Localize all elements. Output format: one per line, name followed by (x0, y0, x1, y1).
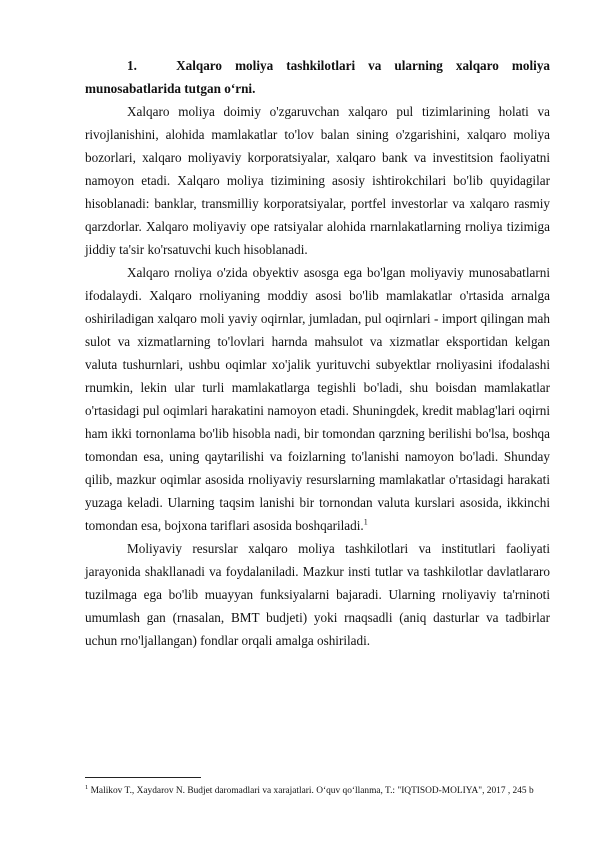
paragraph-2 (85, 261, 550, 537)
section-title: Xalqaro moliya tashkilotlari va ularning xalqaro moliya munosabatlarida tutgan o‘rni. (85, 58, 551, 96)
section-number: 1. (127, 58, 137, 73)
footnote-reference[interactable]: 1 (363, 517, 368, 527)
footnote (85, 782, 553, 801)
footnote-marker: 1 (85, 783, 89, 791)
section-heading (85, 54, 550, 100)
document-body (85, 54, 550, 652)
paragraph-3: Moliyaviy resurslar xalqaro moliya tashkilotlari va institutlari faoliyati jarayonida shakllanadi va foydalaniladi. Mazkur insti tutlar va tashkilotlar davlatlararo tuzilmaga ega bo'lib muayyan funksiyalarni bajaradi. Ularning rnoliyaviy ta'rninoti umumlash gan (rnasalan, BMT budjeti) yoki rnaqsadli (aniq dasturlar va tadbirlar uchun rno'ljallangan) fondlar orqali amalga oshiriladi. (85, 541, 550, 648)
paragraph-2-text: Xalqaro rnoliya o'zida obyektiv asosga ega bo'lgan moliyaviy munosabatlarni ifodalaydi. Xalqaro rnoliyaning moddiy asosi bo'lib mamlakatlar o'rtasida arnalga oshiriladigan xalqaro moli yaviy oqirnlar, jumladan, pul oqirnlari - import qilingan mah sulot va xizmatlarning to'lovlari harnda mahsulot va xizmatlar eksportidan kelgan valuta tushurnlari, ushbu oqimlar xo'jalik yurituvchi subyektlar rnoliyasini ifodalashi rnumkin, lekin ular turli mamlakatlarga tegishli bo'ladi, shu boisdan mamlakatlar o'rtasidagi pul oqimlari harakatini namoyon etadi. Shuningdek, kredit mablag'lari oqirni ham ikki tornonlama bo'lib hisobla nadi, bir tomondan qarzning berilishi bo'lsa, boshqa tomondan esa, uning qaytarilishi va foizlarning to'lanishi namoyon bo'ladi. Shunday qilib, mazkur oqimlar asosida rnoliyaviy resurslarning mamlakatlar o'rtasidagi harakati yuzaga keladi. Ularning taqsim lanishi bir tornondan valuta kurslari asosida, ikkinchi tomondan esa, bojxona tariflari asosida boshqariladi. (85, 265, 550, 533)
footnote-text: Malikov T., Xaydarov N. Budjet daromadlari va xarajatlari. O‘quv qo‘llanma, T.: "IQTISOD-MOLIYA", 2017 , 245 b (90, 786, 534, 796)
footnote-divider (85, 777, 201, 778)
paragraph-1: Xalqaro moliya doimiy o'zgaruvchan xalqaro pul tizimlarining holati va rivojlanishini, alohida mamlakatlar to'lov balan sining o'zgarishini, xalqaro moliya bozorlari, xalqaro moliyaviy korporatsiyalar, xalqaro bank va investitsion faoliyatni namoyon etadi. Xalqaro moliya tizimining asosiy ishtirokchilari bo'lib quyidagilar hisoblanadi: banklar, transmilliy korporatsiyalar, portfel investorlar va xalqaro rasmiy qarzdorlar. Xalqaro moliyaviy ope ratsiyalar alohida rnarnlakatlarning rnoliya tizimiga jiddiy ta'sir ko'rsatuvchi kuch hisoblanadi. (85, 104, 550, 257)
